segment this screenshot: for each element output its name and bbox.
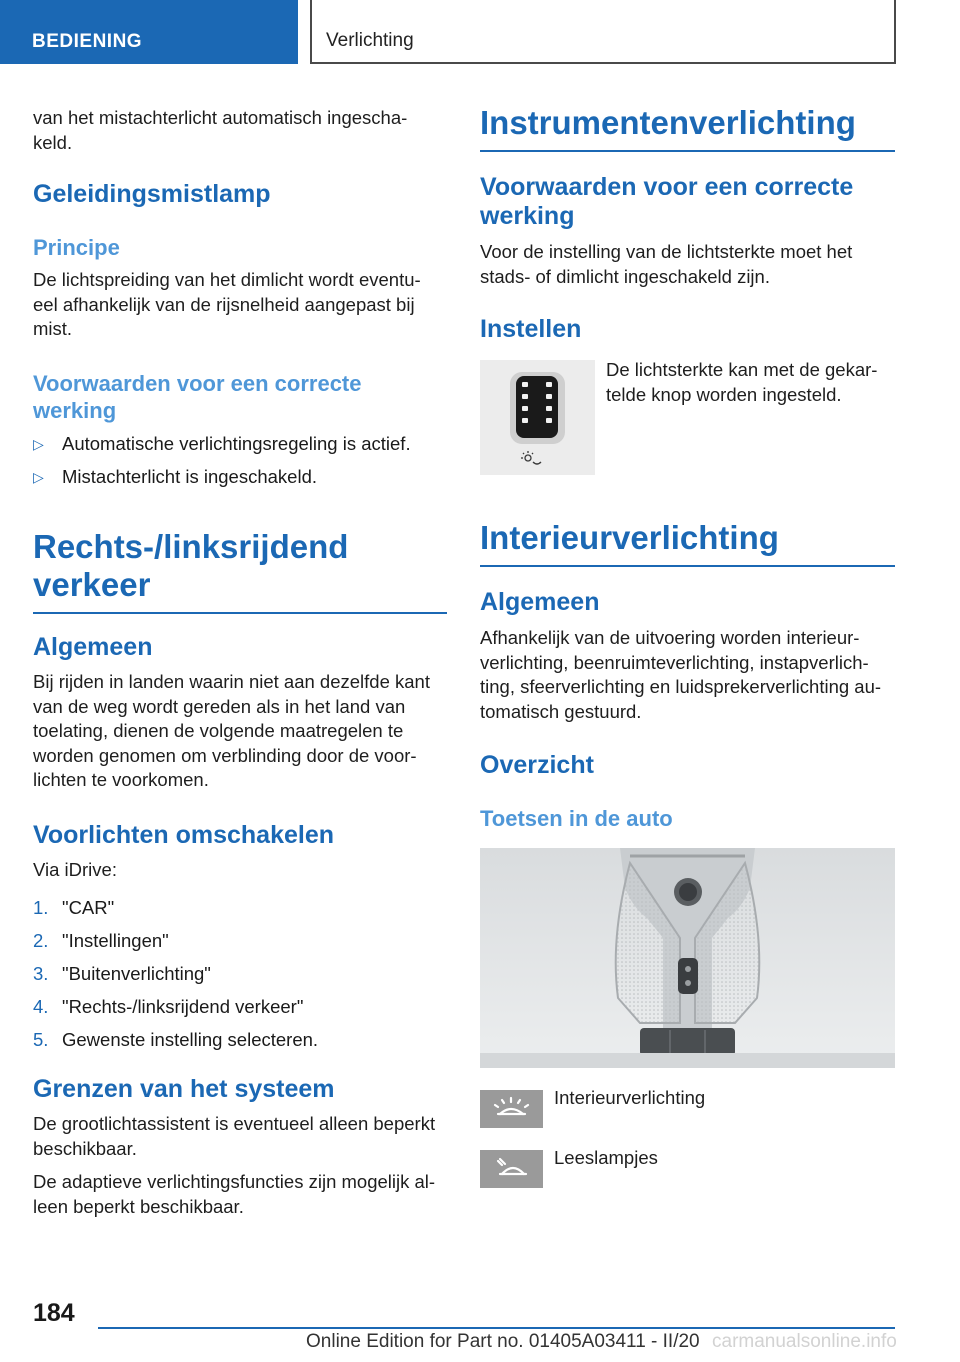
triangle-bullet-icon: ▷ <box>33 469 44 485</box>
instellen-heading: Instellen <box>480 315 582 343</box>
edition-text: Online Edition for Part no. 01405A03411 - II/20 <box>306 1331 700 1352</box>
interieurverlichting-heading: Interieurverlichting <box>480 519 895 567</box>
watermark: carmanualsonline.info <box>712 1331 897 1352</box>
list-item: 4. "Rechts-/linksrijdend verkeer" <box>33 996 304 1017</box>
intro-text: van het mistachterlicht automatisch ingescha- keld. <box>33 107 408 153</box>
list-item: 3. "Buitenverlichting" <box>33 963 211 984</box>
dimmer-knob-illustration <box>480 360 595 475</box>
instrument-voorwaarden-heading: Voorwaarden voor een correcte werking <box>480 173 854 230</box>
via-idrive-text: Via iDrive: <box>33 859 117 880</box>
steps-list <box>33 896 447 1061</box>
rechts-links-heading: Rechts-/linksrijdend verkeer <box>33 528 447 614</box>
instrument-voorwaarden-text: Voor de instelling van de lichtsterkte moet het stads- of dimlicht ingeschakeld zijn. <box>480 241 853 287</box>
section-tab: BEDIENING <box>0 0 298 64</box>
footer-divider <box>98 1327 895 1329</box>
overzicht-heading: Overzicht <box>480 751 594 779</box>
grenzen-text-2: De adaptieve verlichtingsfuncties zijn mogelijk al- leen beperkt beschikbaar. <box>33 1171 436 1217</box>
list-item: 2. "Instellingen" <box>33 930 169 951</box>
interieur-algemeen-text: Afhankelijk van de uitvoering worden interieur- verlichting, beenruimteverlichting, instapverlich- ting, sfeerverlichting en luidsprekerverlichting au- tomatisch gestuurd. <box>480 627 882 722</box>
instellen-text: De lichtsterkte kan met de gekar- telde knop worden ingesteld. <box>606 359 878 405</box>
voorwaarden-list <box>33 432 447 489</box>
list-item: ▷ Automatische verlichtingsregeling is actief. <box>33 433 411 454</box>
principe-heading: Principe <box>33 235 120 260</box>
grenzen-heading: Grenzen van het systeem <box>33 1075 335 1103</box>
legend-interieurverlichting: Interieurverlichting <box>554 1087 706 1108</box>
list-item: ▷ Mistachterlicht is ingeschakeld. <box>33 466 317 487</box>
chapter-title: Verlichting <box>310 0 896 64</box>
geleidingsmistlamp-heading: Geleidingsmistlamp <box>33 180 271 208</box>
triangle-bullet-icon: ▷ <box>33 436 44 452</box>
principe-text: De lichtspreiding van het dimlicht wordt eventu- eel afhankelijk van de rijsnelheid aangepast bij mist. <box>33 269 421 339</box>
interior-light-icon <box>480 1090 543 1128</box>
algemeen-heading: Algemeen <box>33 633 153 661</box>
page-number: 184 <box>33 1299 75 1327</box>
dimmer-knob-image <box>480 360 595 475</box>
instrumentenverlichting-heading: Instrumentenverlichting <box>480 104 895 152</box>
list-item: 5. Gewenste instelling selecteren. <box>33 1029 319 1050</box>
roof-console-illustration <box>480 848 895 1068</box>
reading-light-icon <box>480 1150 543 1188</box>
algemeen-text: Bij rijden in landen waarin niet aan dezelfde kant van de weg wordt gereden als in het land van toelating, dienen de volgende maatregelen te worden genomen om verblinding door de voor- lichten te voorkomen. <box>33 671 430 790</box>
voorwaarden-heading: Voorwaarden voor een correcte werking <box>33 371 362 423</box>
voorlichten-heading: Voorlichten omschakelen <box>33 821 335 849</box>
grenzen-text-1: De grootlichtassistent is eventueel alleen beperkt beschikbaar. <box>33 1113 436 1159</box>
interieur-algemeen-heading: Algemeen <box>480 588 600 616</box>
toetsen-heading: Toetsen in de auto <box>480 806 673 831</box>
list-item: 1. "CAR" <box>33 897 115 918</box>
roof-console-image <box>480 848 895 1068</box>
legend-leeslampjes: Leeslampjes <box>554 1147 658 1168</box>
